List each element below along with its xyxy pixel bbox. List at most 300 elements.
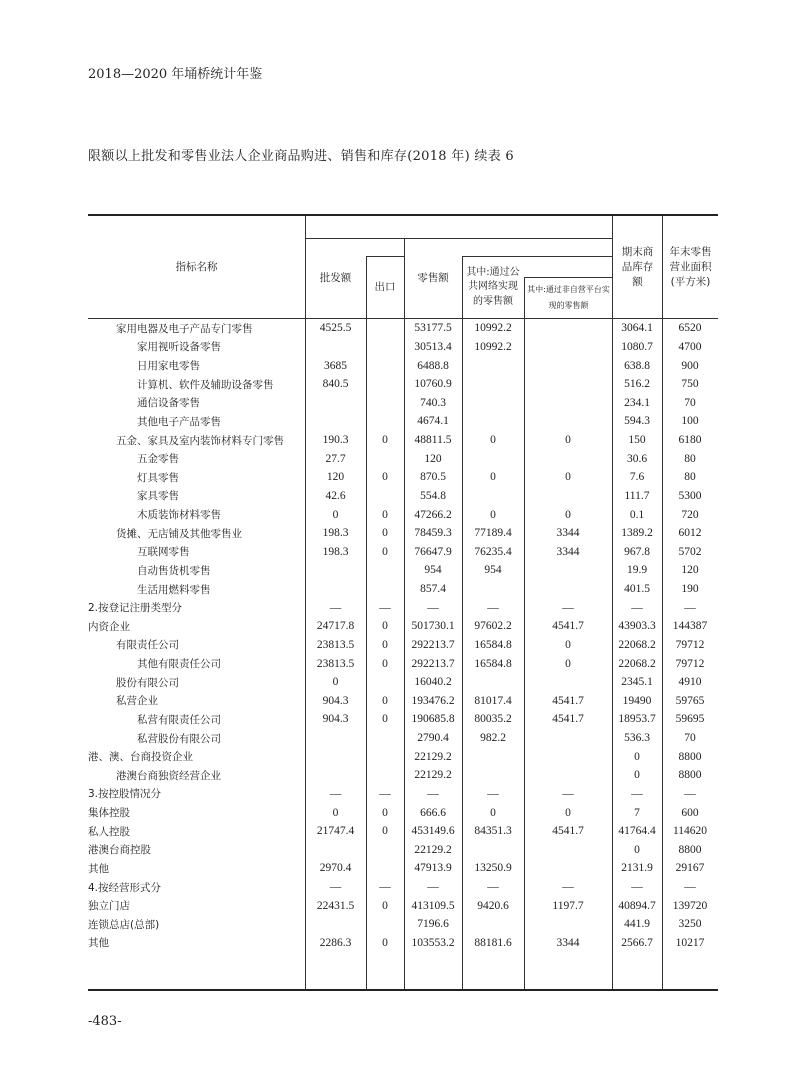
- header-retail: 零售额: [417, 272, 449, 284]
- cell-value: [366, 580, 404, 599]
- running-head: 2018—2020 年埇桥统计年鉴: [88, 67, 263, 82]
- table-row: [88, 859, 718, 878]
- cell-value: 198.3: [322, 527, 349, 540]
- cell-value: [366, 915, 404, 934]
- row-label: 五金、家具及室内装饰材料专门零售: [116, 434, 284, 447]
- table-row: [88, 598, 718, 617]
- table-row: [88, 561, 718, 580]
- cell-value: 1080.7: [621, 340, 653, 353]
- cell-value: 4674.1: [417, 415, 449, 428]
- cell-value: 13250.9: [474, 862, 512, 875]
- cell-value: 0: [382, 936, 388, 949]
- cell-value: 59765: [675, 694, 705, 707]
- cell-value: 23813.5: [316, 657, 355, 670]
- row-label: 4.按经营形式分: [88, 881, 162, 894]
- table-row: [88, 375, 718, 394]
- cell-value: [462, 356, 524, 375]
- cell-value: [524, 841, 612, 860]
- table-row: [88, 934, 718, 953]
- cell-value: 0: [490, 508, 496, 521]
- cell-value: 16584.8: [474, 638, 512, 651]
- cell-value: [462, 487, 524, 506]
- cell-value: [366, 729, 404, 748]
- cell-value: 0: [565, 434, 571, 447]
- cell-value: 77189.4: [474, 527, 512, 540]
- cell-value: —: [329, 787, 342, 800]
- cell-value: —: [631, 601, 643, 614]
- cell-value: 18953.7: [618, 713, 656, 726]
- cell-value: [366, 561, 404, 580]
- table-row: [88, 841, 718, 860]
- cell-value: 0: [382, 657, 388, 670]
- cell-value: —: [562, 601, 574, 614]
- table-row: [88, 524, 718, 543]
- table-row: [88, 803, 718, 822]
- cell-value: 2345.1: [621, 676, 653, 689]
- cell-value: 6012: [678, 527, 702, 540]
- cell-value: [366, 673, 404, 692]
- row-label: 货摊、无店铺及其他零售业: [116, 527, 242, 540]
- cell-value: [366, 766, 404, 785]
- cell-value: 292213.7: [411, 657, 455, 670]
- table-row: [88, 617, 718, 636]
- cell-value: 100: [681, 415, 699, 428]
- cell-value: —: [379, 787, 391, 800]
- cell-value: 22129.2: [414, 750, 452, 763]
- cell-value: 1389.2: [621, 527, 653, 540]
- table-row: [88, 580, 718, 599]
- cell-value: 6520: [678, 322, 702, 335]
- cell-value: 22129.2: [414, 843, 452, 856]
- row-label: 私营企业: [116, 695, 158, 708]
- cell-value: 59695: [675, 713, 705, 726]
- cell-value: 84351.3: [474, 825, 512, 838]
- cell-value: 3344: [556, 936, 580, 949]
- cell-value: [305, 729, 366, 748]
- cell-value: 53177.5: [414, 322, 452, 335]
- cell-value: —: [487, 787, 499, 800]
- cell-value: 0: [490, 434, 496, 447]
- cell-value: 453149.6: [411, 825, 455, 838]
- cell-value: 6180: [678, 434, 702, 447]
- cell-value: [524, 487, 612, 506]
- cell-value: 0: [382, 825, 388, 838]
- cell-value: 7: [634, 806, 640, 819]
- cell-value: [524, 356, 612, 375]
- cell-value: 16040.2: [414, 676, 452, 689]
- table-row: [88, 431, 718, 450]
- cell-value: [462, 394, 524, 413]
- cell-value: 750: [681, 378, 699, 391]
- cell-value: —: [427, 601, 439, 614]
- cell-value: [524, 449, 612, 468]
- cell-value: [462, 747, 524, 766]
- cell-value: —: [487, 881, 499, 894]
- cell-value: 666.6: [420, 806, 446, 819]
- cell-value: 840.5: [322, 378, 349, 391]
- cell-value: 0: [382, 508, 388, 521]
- row-label: 计算机、软件及辅助设备零售: [137, 378, 274, 391]
- cell-value: 29167: [675, 862, 705, 875]
- cell-value: 88181.6: [474, 936, 512, 949]
- cell-value: [524, 766, 612, 785]
- cell-value: [524, 673, 612, 692]
- cell-value: [366, 412, 404, 431]
- cell-value: 720: [681, 508, 699, 521]
- cell-value: 10217: [675, 936, 705, 949]
- table-row: [88, 487, 718, 506]
- cell-value: 103553.2: [411, 936, 455, 949]
- row-label: 港、澳、台商投资企业: [88, 751, 193, 764]
- row-label: 其他电子产品零售: [137, 415, 221, 428]
- cell-value: [524, 338, 612, 357]
- cell-value: 22431.5: [316, 899, 355, 912]
- cell-value: 0: [382, 471, 388, 484]
- table-row: [88, 766, 718, 785]
- cell-value: 7.6: [629, 471, 645, 484]
- cell-value: 900: [681, 359, 699, 372]
- cell-value: 4541.7: [552, 694, 584, 707]
- cell-value: [462, 766, 524, 785]
- cell-value: [305, 580, 366, 599]
- cell-value: 0: [382, 545, 388, 558]
- cell-value: 47266.2: [414, 508, 452, 521]
- row-label: 2.按登记注册类型分: [88, 602, 183, 615]
- cell-value: 0: [332, 806, 339, 819]
- cell-value: 0: [634, 750, 640, 763]
- cell-value: 10992.2: [474, 340, 512, 353]
- cell-value: 70: [684, 396, 696, 409]
- cell-value: [366, 375, 404, 394]
- cell-value: 3344: [556, 527, 580, 540]
- table-row: [88, 710, 718, 729]
- cell-value: 516.2: [624, 378, 650, 391]
- cell-value: 76235.4: [474, 545, 512, 558]
- row-label: 私营股份有限公司: [137, 732, 221, 745]
- row-label: 连锁总店(总部): [88, 918, 160, 931]
- row-label: 港澳台商控股: [88, 844, 151, 857]
- table-row: [88, 356, 718, 375]
- cell-value: 0: [382, 899, 388, 912]
- cell-value: 3344: [556, 545, 580, 558]
- cell-value: 4541.7: [552, 620, 584, 633]
- cell-value: 2790.4: [417, 732, 449, 745]
- cell-value: 870.5: [420, 471, 446, 484]
- cell-value: 10992.2: [474, 322, 512, 335]
- row-label: 生活用燃料零售: [137, 583, 211, 596]
- cell-value: 190685.8: [411, 713, 455, 726]
- cell-value: —: [379, 881, 391, 894]
- cell-value: 16584.8: [474, 657, 512, 670]
- cell-value: 501730.1: [411, 620, 455, 633]
- row-label: 私人控股: [88, 825, 130, 838]
- cell-value: 0: [565, 508, 571, 521]
- cell-value: 638.8: [624, 359, 650, 372]
- cell-value: [524, 747, 612, 766]
- cell-value: 78459.3: [414, 527, 452, 540]
- cell-value: —: [487, 601, 499, 614]
- cell-value: [366, 338, 404, 357]
- header-area: 年末零售营业面积(平方米): [669, 245, 712, 288]
- cell-value: [305, 915, 366, 934]
- cell-value: 22129.2: [414, 769, 452, 782]
- cell-value: 554.8: [420, 489, 446, 502]
- cell-value: [305, 841, 366, 860]
- cell-value: 42.6: [325, 489, 346, 502]
- cell-value: [462, 673, 524, 692]
- cell-value: [366, 841, 404, 860]
- cell-value: 8800: [678, 750, 702, 763]
- header-inventory: 期末商品库存额: [621, 245, 654, 288]
- cell-value: 0: [565, 657, 571, 670]
- cell-value: 43903.3: [618, 620, 656, 633]
- cell-value: [462, 580, 524, 599]
- cell-value: —: [631, 787, 643, 800]
- cell-value: 4525.5: [319, 322, 352, 335]
- table-bottom-rule: [88, 989, 718, 991]
- cell-value: [366, 747, 404, 766]
- cell-value: 80: [684, 452, 696, 465]
- cell-value: 413109.5: [411, 899, 455, 912]
- cell-value: 120: [424, 452, 442, 465]
- row-label: 日用家电零售: [137, 360, 200, 373]
- cell-value: 24717.8: [316, 620, 355, 633]
- cell-value: [305, 338, 366, 357]
- row-label: 自动售货机零售: [137, 564, 211, 577]
- table-title: 限额以上批发和零售业法人企业商品购进、销售和库存(2018 年) 续表 6: [88, 149, 514, 164]
- cell-value: [366, 449, 404, 468]
- cell-value: 9420.6: [477, 899, 509, 912]
- row-label: 灯具零售: [137, 471, 179, 484]
- row-label: 私营有限责任公司: [137, 713, 221, 726]
- table-row: [88, 543, 718, 562]
- cell-value: 190: [681, 583, 699, 596]
- cell-value: 0: [382, 638, 388, 651]
- cell-value: 8800: [678, 843, 702, 856]
- row-label: 通信设备零售: [137, 397, 200, 410]
- cell-value: [524, 319, 612, 338]
- cell-value: —: [329, 881, 342, 894]
- cell-value: 193476.2: [411, 694, 455, 707]
- cell-value: 740.3: [420, 396, 446, 409]
- data-table: [88, 319, 718, 952]
- cell-value: 2131.9: [621, 862, 653, 875]
- cell-value: 7196.6: [417, 918, 449, 931]
- cell-value: 2566.7: [621, 936, 653, 949]
- cell-value: [462, 449, 524, 468]
- cell-value: 0: [565, 638, 571, 651]
- cell-value: 3685: [324, 359, 347, 372]
- cell-value: 4910: [678, 676, 702, 689]
- cell-value: 292213.7: [411, 638, 455, 651]
- cell-value: —: [562, 881, 574, 894]
- cell-value: 0: [382, 694, 388, 707]
- cell-value: 81017.4: [474, 694, 512, 707]
- cell-value: 120: [681, 564, 699, 577]
- cell-value: 0: [565, 471, 571, 484]
- cell-value: 40894.7: [618, 899, 656, 912]
- row-label: 家用电器及电子产品专门零售: [116, 322, 253, 335]
- cell-value: [366, 859, 404, 878]
- cell-value: —: [684, 601, 696, 614]
- header-online: 其中:通过公共网络实现的零售额: [466, 266, 520, 307]
- table-row: [88, 729, 718, 748]
- cell-value: 0.1: [629, 508, 645, 521]
- cell-value: 47913.9: [414, 862, 452, 875]
- table-row: [88, 896, 718, 915]
- cell-value: [305, 394, 366, 413]
- cell-value: 4541.7: [552, 825, 584, 838]
- cell-value: —: [562, 787, 574, 800]
- cell-value: 0: [332, 508, 339, 521]
- cell-value: 0: [565, 806, 571, 819]
- cell-value: 234.1: [624, 396, 650, 409]
- cell-value: 4541.7: [552, 713, 584, 726]
- cell-value: [524, 729, 612, 748]
- cell-value: 954: [424, 564, 442, 577]
- cell-value: 114620: [672, 825, 708, 838]
- cell-value: 5300: [678, 489, 702, 502]
- cell-value: [305, 766, 366, 785]
- cell-value: 22068.2: [618, 638, 656, 651]
- table-row: [88, 747, 718, 766]
- cell-value: [524, 394, 612, 413]
- table-row: [88, 412, 718, 431]
- row-label: 其他有限责任公司: [137, 658, 221, 671]
- table-row: [88, 654, 718, 673]
- row-label: 互联网零售: [137, 546, 190, 559]
- header-wholesale: 批发额: [319, 272, 352, 284]
- row-label: 其他: [88, 862, 109, 875]
- cell-value: 79712: [675, 638, 705, 651]
- cell-value: [305, 747, 366, 766]
- row-label: 股份有限公司: [116, 676, 179, 689]
- cell-value: 27.7: [325, 452, 346, 465]
- cell-value: 6488.8: [417, 359, 449, 372]
- cell-value: 594.3: [624, 415, 650, 428]
- table-row: [88, 394, 718, 413]
- cell-value: 1197.7: [552, 899, 584, 912]
- cell-value: 79712: [675, 657, 705, 670]
- cell-value: 30513.4: [414, 340, 452, 353]
- cell-value: —: [684, 881, 696, 894]
- cell-value: 0: [382, 713, 388, 726]
- header-export: 出口: [374, 281, 396, 293]
- cell-value: 904.3: [322, 694, 349, 707]
- cell-value: —: [427, 881, 439, 894]
- cell-value: 904.3: [322, 713, 349, 726]
- header-name: 指标名称: [175, 260, 218, 273]
- cell-value: 954: [484, 564, 502, 577]
- cell-value: 857.4: [420, 583, 446, 596]
- cell-value: 111.7: [624, 489, 650, 502]
- cell-value: 19.9: [626, 564, 648, 577]
- cell-value: —: [427, 787, 439, 800]
- cell-value: 0: [382, 620, 388, 633]
- table-row: [88, 319, 718, 338]
- cell-value: [524, 375, 612, 394]
- header-online-nonself: 其中:通过非自营平台实现的零售额: [527, 285, 610, 310]
- cell-value: 4700: [678, 340, 702, 353]
- row-label: 五金零售: [137, 453, 179, 466]
- cell-value: 190.3: [322, 434, 349, 447]
- cell-value: 120: [326, 471, 345, 484]
- cell-value: 41764.4: [618, 825, 656, 838]
- row-label: 有限责任公司: [116, 639, 179, 652]
- cell-value: [366, 319, 404, 338]
- table-row: [88, 785, 718, 804]
- cell-value: 3250: [678, 918, 702, 931]
- cell-value: [366, 356, 404, 375]
- cell-value: 70: [684, 732, 696, 745]
- table-row: [88, 338, 718, 357]
- cell-value: 0: [382, 527, 388, 540]
- row-label: 家具零售: [137, 490, 179, 503]
- cell-value: 80035.2: [474, 713, 512, 726]
- table-row: [88, 915, 718, 934]
- cell-value: 139720: [672, 899, 708, 912]
- table-row: [88, 468, 718, 487]
- row-label: 港澳台商独资经营企业: [116, 769, 221, 782]
- cell-value: —: [684, 787, 696, 800]
- cell-value: 19490: [622, 694, 652, 707]
- cell-value: 982.2: [480, 732, 506, 745]
- table-row: [88, 878, 718, 897]
- cell-value: [462, 841, 524, 860]
- page-number: -483-: [88, 1014, 122, 1029]
- cell-value: 21747.4: [316, 825, 355, 838]
- cell-value: 0: [634, 843, 640, 856]
- cell-value: [305, 561, 366, 580]
- cell-value: 0: [382, 434, 388, 447]
- cell-value: 10760.9: [414, 378, 452, 391]
- cell-value: [524, 412, 612, 431]
- cell-value: —: [329, 601, 342, 614]
- cell-value: [524, 859, 612, 878]
- cell-value: 0: [332, 676, 339, 689]
- cell-value: 2286.3: [319, 936, 352, 949]
- row-label: 其他: [88, 937, 109, 950]
- cell-value: 0: [634, 769, 640, 782]
- cell-value: [462, 915, 524, 934]
- row-label: 3.按控股情况分: [88, 788, 162, 801]
- table-row: [88, 822, 718, 841]
- cell-value: 8800: [678, 769, 702, 782]
- cell-value: 600: [681, 806, 699, 819]
- cell-value: [366, 487, 404, 506]
- row-label: 内资企业: [88, 620, 130, 633]
- cell-value: —: [631, 881, 643, 894]
- cell-value: 0: [490, 471, 496, 484]
- cell-value: [524, 561, 612, 580]
- row-label: 家用视听设备零售: [137, 341, 221, 354]
- table-row: [88, 505, 718, 524]
- cell-value: —: [379, 601, 391, 614]
- cell-value: [524, 915, 612, 934]
- cell-value: [462, 412, 524, 431]
- cell-value: 536.3: [624, 732, 650, 745]
- cell-value: [462, 375, 524, 394]
- row-label: 独立门店: [88, 900, 130, 913]
- table-row: [88, 673, 718, 692]
- table-row: [88, 449, 718, 468]
- cell-value: 23813.5: [316, 638, 355, 651]
- cell-value: 3064.1: [621, 322, 653, 335]
- cell-value: 76647.9: [414, 545, 452, 558]
- row-label: 集体控股: [88, 807, 130, 820]
- table-row: [88, 692, 718, 711]
- cell-value: 198.3: [322, 545, 349, 558]
